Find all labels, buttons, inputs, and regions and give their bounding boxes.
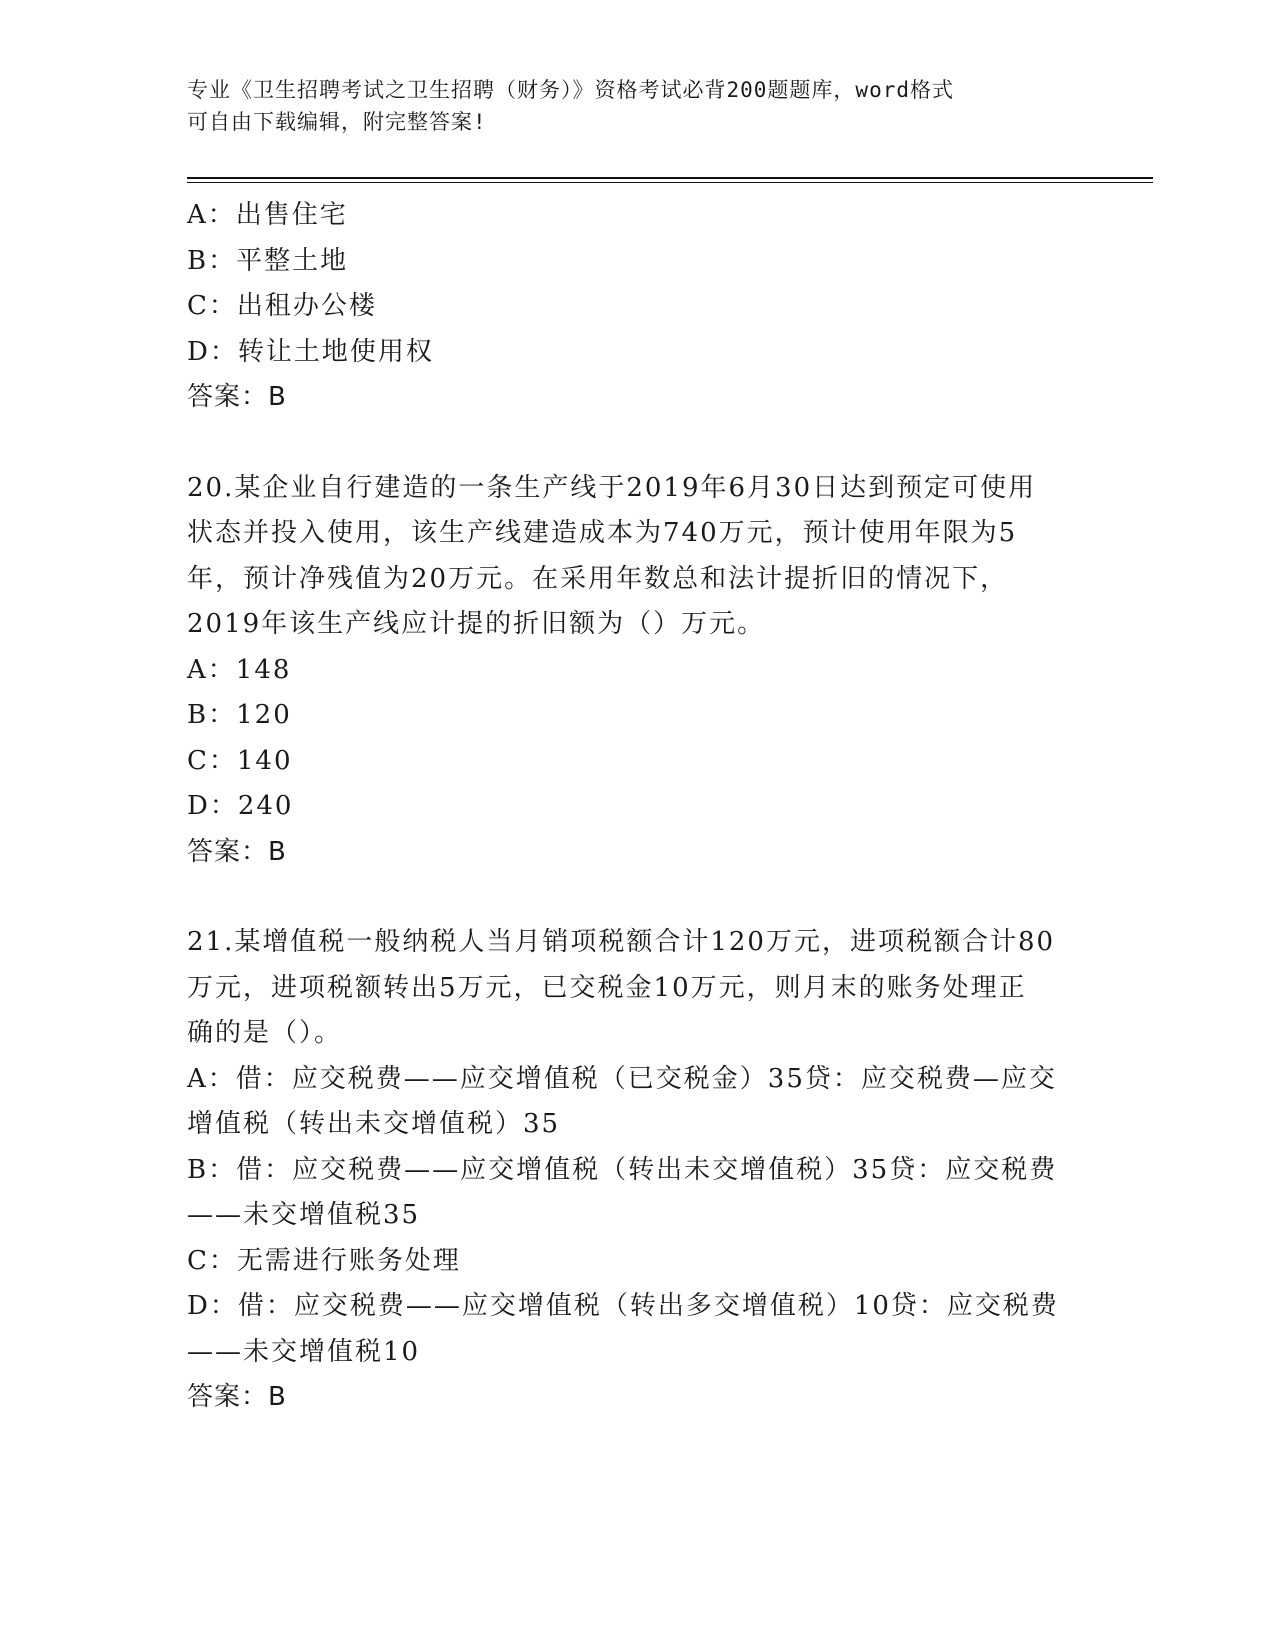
header-divider-thin: [187, 182, 1153, 183]
question-stem-line: 状态并投入使用，该生产线建造成本为740万元，预计使用年限为5: [187, 518, 1018, 548]
option-b-continued: ——未交增值税35: [187, 1200, 421, 1230]
answer: 答案：B: [187, 382, 287, 412]
option-a: A：148: [187, 654, 292, 685]
question-stem-line: 确的是（）。: [187, 1018, 343, 1048]
option-d: D：借：应交税费——应交增值税（转出多交增值税）10贷：应交税费: [187, 1291, 1059, 1321]
answer: 答案：B: [187, 1382, 287, 1412]
option-a: A：出售住宅: [187, 200, 348, 230]
option-b: B：平整土地: [187, 245, 349, 276]
question-stem-line: 20.某企业自行建造的一条生产线于2019年6月30日达到预定可使用: [187, 472, 1037, 503]
document-body: [187, 193, 1087, 1421]
question-19: [187, 193, 1087, 421]
question-21: [187, 920, 1087, 1421]
option-d-continued: ——未交增值税10: [187, 1336, 421, 1367]
option-c: C：140: [187, 745, 293, 776]
header-line-2: 可自由下载编辑，附完整答案!: [187, 110, 487, 134]
option-a-continued: 增值税（转出未交增值税）35: [187, 1109, 561, 1139]
spacer: [187, 875, 1087, 920]
question-20: [187, 466, 1087, 876]
option-b: B：借：应交税费——应交增值税（转出未交增值税）35贷：应交税费: [187, 1154, 1058, 1185]
header-divider-thick: [187, 177, 1153, 179]
option-c: C：出租办公楼: [187, 291, 377, 321]
header-line-1: 专业《卫生招聘考试之卫生招聘（财务）》资格考试必背200题题库，word格式: [187, 78, 954, 102]
option-a: A：借：应交税费——应交增值税（已交税金）35贷：应交税费—应交: [187, 1063, 1057, 1094]
document-header: [187, 74, 1067, 138]
question-stem-line: 2019年该生产线应计提的折旧额为（）万元。: [187, 609, 766, 639]
option-d: D：240: [187, 791, 294, 821]
option-c: C：无需进行账务处理: [187, 1245, 461, 1276]
spacer: [187, 421, 1087, 466]
option-b: B：120: [187, 700, 292, 730]
question-stem-line: 21.某增值税一般纳税人当月销项税额合计120万元，进项税额合计80: [187, 927, 1056, 957]
question-stem-line: 年，预计净残值为20万元。在采用年数总和法计提折旧的情况下，: [187, 563, 1009, 594]
answer: 答案：B: [187, 836, 287, 867]
question-stem-line: 万元，进项税额转出5万元，已交税金10万元，则月末的账务处理正: [187, 972, 1027, 1003]
option-d: D：转让土地使用权: [187, 336, 434, 367]
